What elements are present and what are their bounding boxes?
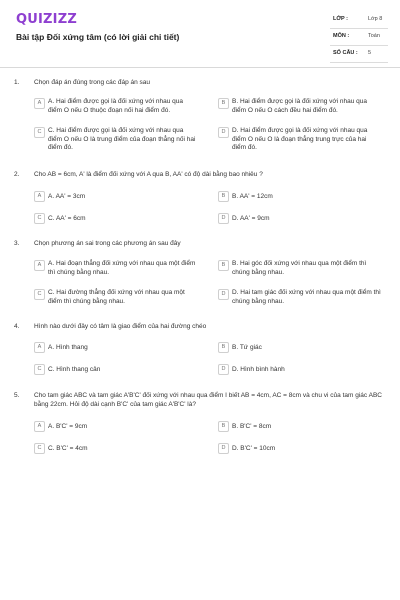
question-number: 1. [14, 79, 20, 86]
option-letter-box: B [218, 421, 229, 432]
option-text: A. Hình thang [48, 344, 88, 351]
worksheet-header [0, 0, 400, 68]
question-text: Cho AB = 6cm, A' là điểm đối xứng với A qua B, AA' có độ dài bằng bao nhiêu ? [34, 171, 263, 178]
option-letter-box: B [218, 342, 229, 353]
option-text: D. Hai tam giác đối xứng với nhau qua một điểm thì chúng bằng nhau. [232, 289, 381, 305]
option-letter-box: C [34, 364, 45, 375]
option-text: C. Hai điểm được gọi là đối xứng với nhau qua điểm O nếu O là trung điểm của đoạn thẳng nối hai điểm đó. [48, 127, 196, 151]
meta-row-grade [330, 12, 388, 29]
question-number: 4. [14, 323, 20, 330]
meta-label: MÔN : [333, 33, 350, 39]
question-text: Chọn phương án sai trong các phương án sau đây [34, 240, 181, 247]
question-text: Cho tam giác ABC và tam giác A'B'C' đối xứng với nhau qua điểm I biết AB = 4cm, AC = 8cm và chu vi của tam giác ABC bằng 22cm. Hỏi độ dài cạnh B'C' của tam giác A'B'C' là? [34, 392, 382, 408]
option-text: B. B'C' = 8cm [232, 423, 272, 430]
option-letter-box: A [34, 191, 45, 202]
meta-row-subject [330, 29, 388, 46]
option-text: B. Hai góc đối xứng với nhau qua một điểm thì chúng bằng nhau. [232, 260, 367, 276]
option-text: C. Hình thang cân [48, 366, 101, 373]
meta-value: 5 [368, 50, 372, 56]
option-letter-box: C [34, 127, 45, 138]
option-text: C. AA' = 6cm [48, 215, 86, 222]
meta-label: SỐ CÂU : [333, 50, 358, 56]
question-text: Hình nào dưới đây có tâm là giao điểm của hai đường chéo [34, 323, 207, 330]
worksheet-meta [330, 12, 388, 63]
option-text: D. Hình bình hành [232, 366, 285, 373]
option-letter-box: B [218, 98, 229, 109]
option-letter-box: C [34, 213, 45, 224]
option-letter-box: D [218, 364, 229, 375]
option-text: B. Hai điểm được gọi là đối xứng với nhau qua điểm O nếu O cách đều hai điểm đó. [232, 98, 368, 114]
option-letter-box: D [218, 127, 229, 138]
option-letter-box: A [34, 98, 45, 109]
option-text: A. B'C' = 9cm [48, 423, 88, 430]
option-text: A. Hai điểm được gọi là đối xứng với nhau qua điểm O nếu O thuộc đoạn nối hai điểm đó. [48, 98, 184, 114]
option-letter-box: D [218, 443, 229, 454]
meta-value: Lớp 8 [368, 16, 383, 22]
question-number: 5. [14, 392, 20, 399]
option-letter-box: B [218, 191, 229, 202]
option-text: C. Hai đường thẳng đối xứng với nhau qua một điểm thì chúng bằng nhau. [48, 289, 185, 305]
option-text: A. AA' = 3cm [48, 193, 86, 200]
option-letter-box: D [218, 213, 229, 224]
option-text: C. B'C' = 4cm [48, 445, 88, 452]
option-letter-box: A [34, 421, 45, 432]
quizizz-logo: QUIZIZZ [16, 12, 77, 27]
option-text: D. Hai điểm được gọi là đối xứng với nhau qua điểm O nếu O là đoạn thẳng trung trực của hai điểm đó. [232, 127, 368, 151]
option-letter-box: C [34, 289, 45, 300]
option-text: B. AA' = 12cm [232, 193, 273, 200]
question-number: 3. [14, 240, 20, 247]
option-letter-box: D [218, 289, 229, 300]
option-text: D. B'C' = 10cm [232, 445, 276, 452]
meta-row-question-count [330, 46, 388, 63]
option-letter-box: A [34, 260, 45, 271]
question-text: Chọn đáp án đúng trong các đáp án sau [34, 79, 151, 86]
option-letter-box: A [34, 342, 45, 353]
option-letter-box: C [34, 443, 45, 454]
meta-label: LỚP : [333, 16, 348, 22]
worksheet-title: Bài tập Đối xứng tâm (có lời giải chi tiết) [16, 32, 180, 42]
question-number: 2. [14, 171, 20, 178]
option-text: A. Hai đoạn thẳng đối xứng với nhau qua một điểm thì chúng bằng nhau. [48, 260, 196, 276]
option-text: D. AA' = 9cm [232, 215, 270, 222]
meta-value: Toán [368, 33, 380, 39]
option-text: B. Tứ giác [232, 344, 262, 351]
option-letter-box: B [218, 260, 229, 271]
